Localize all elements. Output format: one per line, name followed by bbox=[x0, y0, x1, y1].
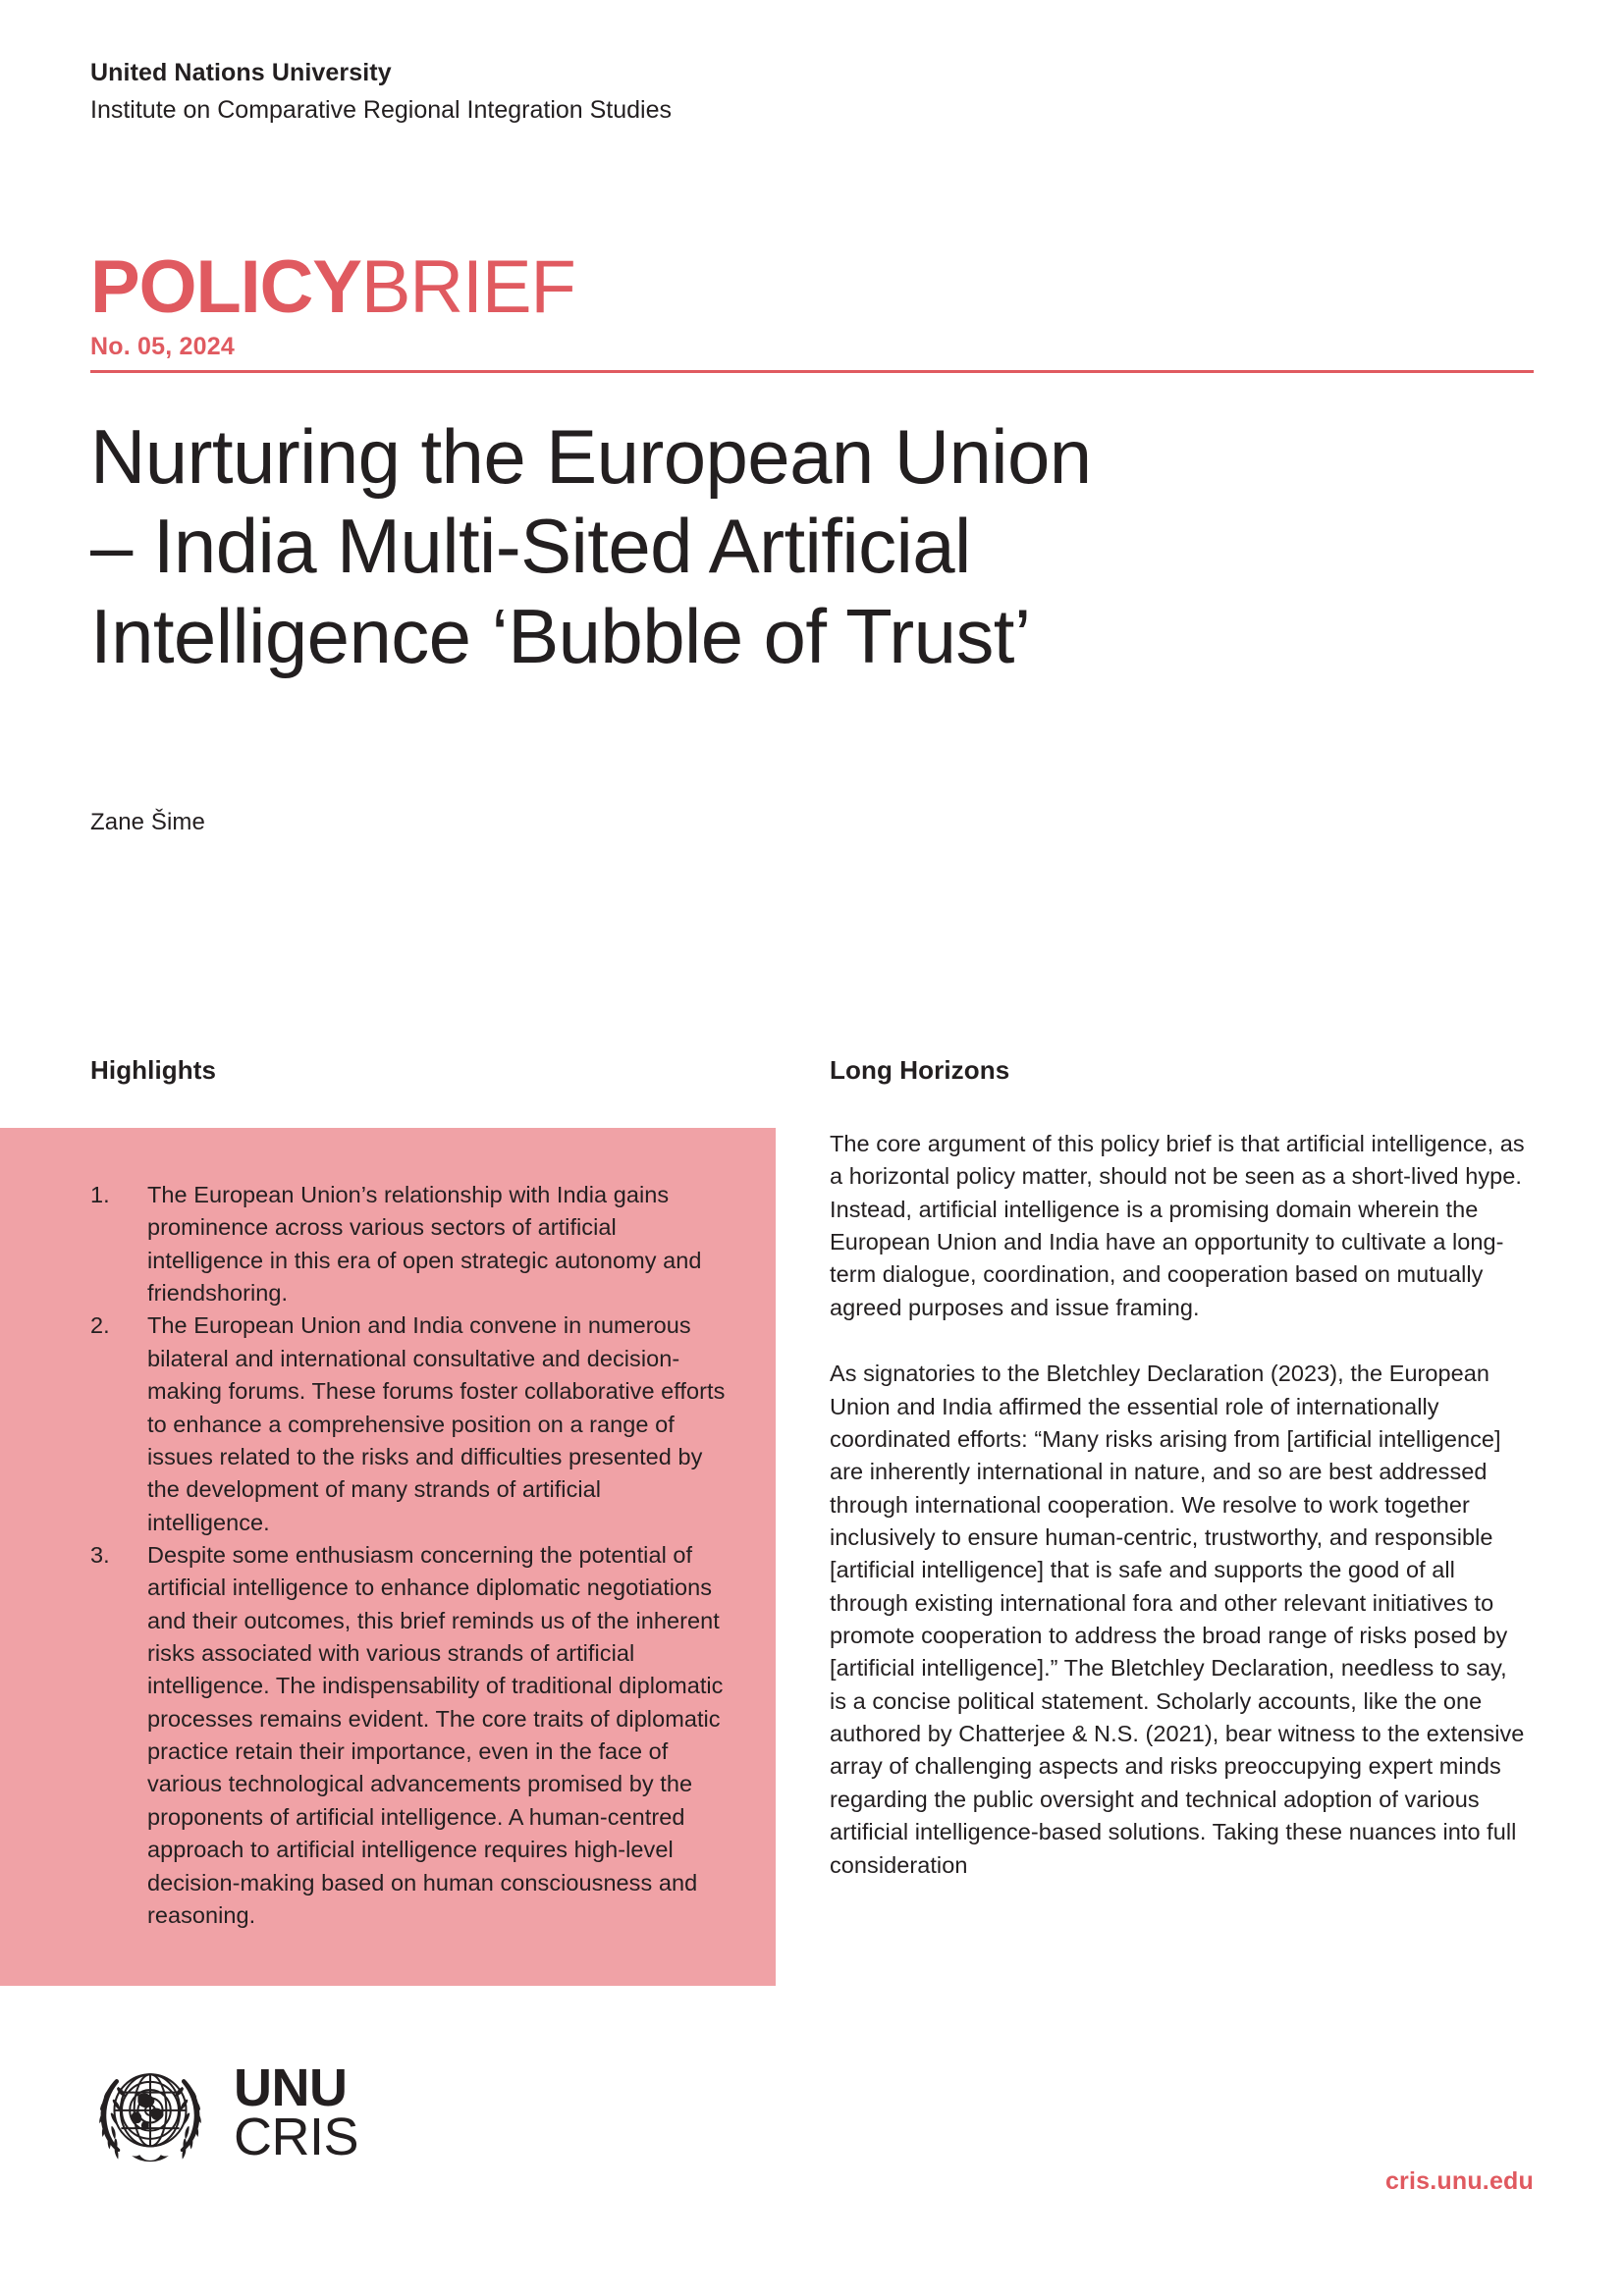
logo-line-cris: CRIS bbox=[234, 2108, 359, 2166]
list-item: The European Union’s relationship with India gains prominence across various sectors of artificial intelligence in this era of open strategic autonomy and friendshoring. bbox=[147, 1182, 702, 1307]
title-line-2: – India Multi-Sited Artificial bbox=[90, 503, 971, 590]
banner-title-policy: POLICY bbox=[90, 245, 361, 329]
unu-cris-logo bbox=[88, 2052, 358, 2175]
banner-divider bbox=[90, 370, 1534, 373]
policy-brief-banner bbox=[90, 245, 1534, 373]
logo-line-unu: UNU bbox=[234, 2058, 348, 2118]
list-item: The European Union and India convene in numerous bilateral and international consultative and decision-making forums. These forums foster collaborative efforts to enhance a comprehensive position on a range of issues related to the risks and difficulties presented by the development of many strands of artificial intelligence. bbox=[147, 1312, 726, 1535]
long-horizons-paragraph-2: As signatories to the Bletchley Declaration (2023), the European Union and India affirmed the essential role of internationally coordinated efforts: “Many risks arising from [artificial intelligence] are inherently international in nature, and so are best addressed through international cooperation. We resolve to work together inclusively to ensure human-centric, trustworthy, and responsible [artificial intelligence] that is safe and supports the good of all through existing international fora and other relevant initiatives to promote cooperation to address the broad range of risks posed by [artificial intelligence].” The Bletchley Declaration, needless to say, is a concise political statement. Scholarly accounts, like the one authored by Chatterjee & N.S. (2021), bear witness to the extensive array of challenging aspects and risks preoccupying expert minds regarding the public oversight and technical adoption of various artificial intelligence-based solutions. Taking these nuances into full consideration bbox=[830, 1361, 1525, 1878]
issue-number: No. 05, 2024 bbox=[90, 333, 235, 361]
highlights-list bbox=[90, 1179, 729, 1932]
list-item: Despite some enthusiasm concerning the potential of artificial intelligence to enhance diplomatic negotiations and their outcomes, this brief reminds us of the inherent risks associated with various strands of artificial intelligence. The indispensability of traditional diplomatic processes remains evident. The core traits of diplomatic practice retain their importance, even in the face of various technological advancements promised by the proponents of artificial intelligence. A human-centred approach to artificial intelligence requires high-level decision-making based on human consciousness and reasoning. bbox=[147, 1541, 724, 1928]
long-horizons-column bbox=[830, 1055, 1527, 1882]
long-horizons-heading: Long Horizons bbox=[830, 1055, 1010, 1085]
organization-name: United Nations University bbox=[90, 59, 392, 86]
page-title bbox=[90, 412, 1465, 681]
banner-title-brief: BRIEF bbox=[360, 245, 575, 329]
banner-title bbox=[90, 245, 1534, 329]
highlights-box bbox=[0, 1128, 776, 1986]
highlights-heading: Highlights bbox=[90, 1055, 217, 1085]
author-name: Zane Šime bbox=[90, 809, 205, 835]
institute-name: Institute on Comparative Regional Integration Studies bbox=[90, 95, 673, 124]
title-line-1: Nurturing the European Union bbox=[90, 413, 1092, 500]
footer-website-url[interactable]: cris.unu.edu bbox=[1384, 2167, 1534, 2195]
long-horizons-paragraph-1: The core argument of this policy brief is that artificial intelligence, as a horizontal policy matter, should not be seen as a short-lived hype. Instead, artificial intelligence is a promising domain wherein the European Union and India have an opportunity to cultivate a long-term dialogue, coordination, and cooperation based on mutually agreed purposes and issue framing. bbox=[830, 1131, 1525, 1320]
un-emblem-icon bbox=[88, 2052, 212, 2175]
unu-cris-wordmark bbox=[234, 2058, 359, 2166]
masthead bbox=[90, 57, 1072, 128]
title-line-3: Intelligence ‘Bubble of Trust’ bbox=[90, 592, 1031, 679]
highlights-column bbox=[0, 1055, 776, 1986]
